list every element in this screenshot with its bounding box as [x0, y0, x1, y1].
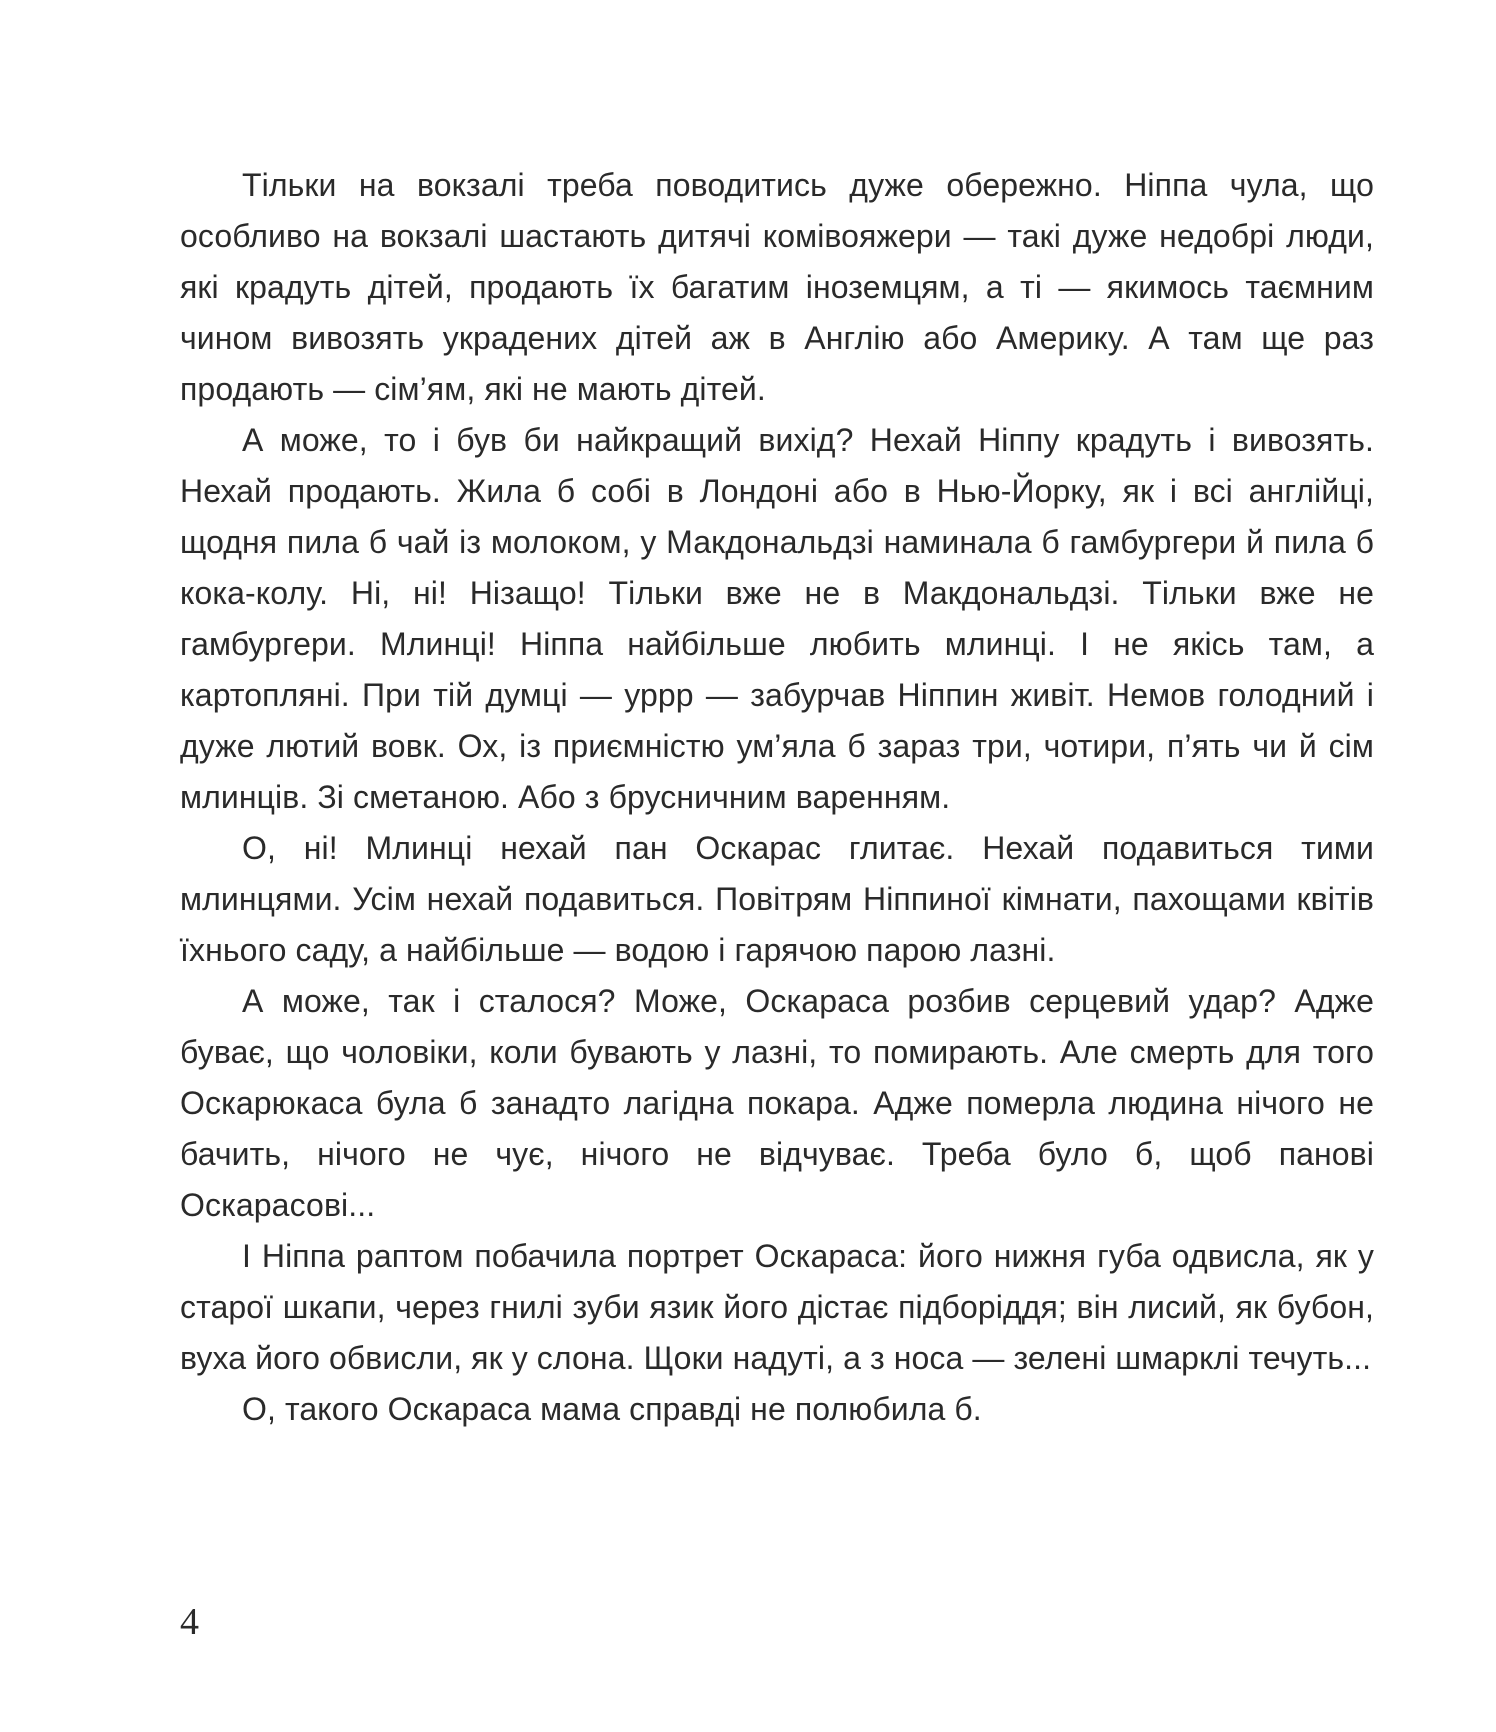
paragraph-2: А може, то і був би найкращий вихід? Нехай Ніппу крадуть і вивозять. Нехай продають. Жила б собі в Лондоні або в Нью-Йорку, як і всі англійці, щодня пила б чай із молоком, у Макдональдзі наминала б гамбургери й пила б кока-колу. Ні, ні! Нізащо! Тільки вже не в Макдональдзі. Тільки вже не гамбургери. Млинці! Ніппа найбільше любить млинці. І не якісь там, а картопляні. При тій думці — уррр — забурчав Ніппин живіт. Немов голодний і дуже лютий вовк. Ох, із приємністю ум’яла б зараз три, чотири, п’ять чи й сім млинців. Зі сметаною. Або з брусничним варенням.: [180, 422, 1374, 815]
body-text: [180, 160, 1374, 1435]
paragraph-3: О, ні! Млинці нехай пан Оскарас глитає. Нехай подавиться тими млинцями. Усім нехай подавиться. Повітрям Ніппиної кімнати, пахощами квітів їхнього саду, а найбільше — водою і гарячою парою лазні.: [180, 830, 1374, 968]
paragraph-5: І Ніппа раптом побачила портрет Оскараса: його нижня губа одвисла, як у старої шкапи, через гнилі зуби язик його дістає підборіддя; він лисий, як бубон, вуха його обвисли, як у слона. Щоки надуті, а з носа — зелені шмарклі течуть...: [180, 1238, 1374, 1376]
paragraph-1: Тільки на вокзалі треба поводитись дуже обережно. Ніппа чула, що особливо на вокзалі шастають дитячі комівояжери — такі дуже недобрі люди, які крадуть дітей, продають їх багатим іноземцям, а ті — якимось таємним чином вивозять украдених дітей аж в Англію або Америку. А там ще раз продають — сім’ям, які не мають дітей.: [180, 167, 1374, 407]
paragraph-4: А може, так і сталося? Може, Оскараса розбив серцевий удар? Адже буває, що чоловіки, коли бувають у лазні, то помирають. Але смерть для того Оскарюкаса була б занадто лагідна покара. Адже померла людина нічого не бачить, нічого не чує, нічого не відчуває. Треба було б, щоб панові Оскарасові...: [180, 983, 1374, 1223]
page-number: 4: [180, 1601, 199, 1643]
paragraph-6: О, такого Оскараса мама справді не полюбила б.: [242, 1391, 982, 1427]
